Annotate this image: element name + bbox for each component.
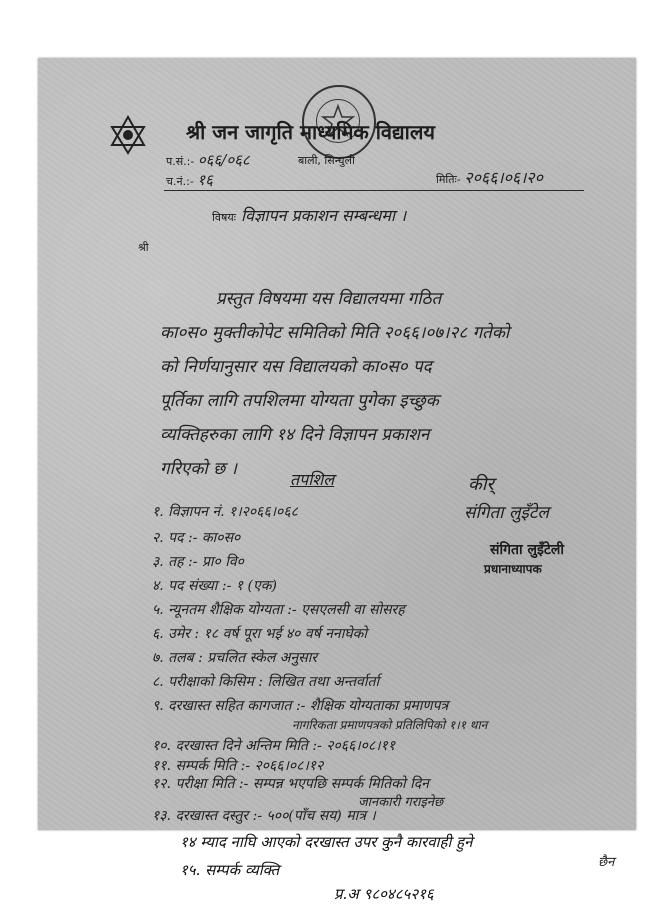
dispatch-no-value: १६: [197, 171, 213, 189]
list-item: २. पद :- का०स०: [152, 530, 241, 546]
letter-date: [436, 166, 543, 188]
body-line-5: व्यक्तिहरुका लागि १४ दिने विज्ञापन प्रकाशन: [160, 425, 430, 445]
contact-phone: प्र.अ ९८०४८५२१६: [334, 885, 434, 903]
body-line-2: का०स० मुक्तीकोपेट समितिको मिति २०६६।०७।२८ गतेको: [160, 323, 510, 343]
subject-line: [212, 204, 406, 226]
subject-value: विज्ञापन प्रकाशन सम्बन्धमा ।: [241, 206, 407, 225]
footer-line-15: १५. सम्पर्क व्यक्ति: [180, 861, 280, 879]
list-item: ६. उमेर : १८ वर्ष पूरा भई ४० वर्ष ननाघेको: [152, 626, 367, 642]
list-item: ८. परीक्षाको किसिम : लिखित तथा अन्तर्वार्ता: [152, 674, 380, 690]
body-line-6: गरिएको छ ।: [160, 459, 237, 479]
dispatch-number: [166, 170, 213, 190]
date-label: मितिः-: [436, 173, 461, 186]
list-item: १०. दरखास्त दिने अन्तिम मिति :- २०६६।०८।११: [152, 738, 396, 754]
principal-designation: प्रधानाध्यापक: [484, 562, 542, 576]
school-location: बाली, सिन्धुली: [298, 154, 355, 167]
footer-line-14-continuation: छैन: [598, 855, 615, 870]
list-item: ११. सम्पर्क मिति :- २०६६।०८।१२: [152, 758, 324, 774]
date-value: २०६६।०६।२०: [464, 168, 543, 187]
list-item-continuation: जानकारी गराइनेछ: [358, 795, 444, 810]
school-name: श्री जन जागृति माध्यमिक विद्यालय: [186, 120, 435, 144]
signature-mark: कीर्: [468, 474, 494, 495]
list-item: ७. तलब : प्रचलित स्केल अनुसार: [152, 650, 318, 666]
signed-name: संगिता लुइँटेल: [464, 503, 549, 523]
list-item: १३. दरखास्त दस्तुर :- ५००(पाँच सय) मात्र ।: [152, 808, 376, 824]
list-item: ४. पद संख्या :- १ (एक): [152, 578, 277, 594]
list-item: ९. दरखास्त सहित कागजात :- शैक्षिक योग्यताका प्रमाणपत्र: [152, 698, 449, 714]
principal-printed-name: संगिता लुइँटेली: [490, 542, 564, 558]
tapsil-heading: तपशिल: [290, 470, 335, 489]
letterhead-rule: [164, 190, 584, 191]
dispatch-no-label: च.नं.:-: [166, 175, 194, 188]
subject-label: विषयः: [212, 211, 236, 224]
salutation: श्री: [138, 241, 149, 254]
ref-no-label: प.सं.:-: [166, 155, 195, 168]
list-item: १२. परीक्षा मिति :- सम्पन्न भएपछि सम्पर्क मितिको दिन: [152, 776, 429, 792]
footer-line-14: १४ म्याद नाघि आएको दरखास्त उपर कुनै कारवाही हुने: [180, 833, 473, 851]
list-item: ३. तह :- प्रा० वि०: [152, 554, 244, 570]
ref-no-value: ०६६/०६८: [197, 151, 250, 169]
list-item: १. विज्ञापन नं. १।२०६६।०६८: [152, 504, 298, 520]
list-item-continuation: नागरिकता प्रमाणपत्रको प्रतिलिपिको १।१ थान: [292, 718, 488, 732]
list-item: ५. न्यूनतम शैक्षिक योग्यता :- एसएलसी वा सोसरह: [152, 602, 405, 618]
school-emblem-icon: [110, 115, 146, 155]
body-line-4: पूर्तिका लागि तपशिलमा योग्यता पुगेका इच्छुक: [160, 391, 439, 411]
body-line-1: प्रस्तुत विषयमा यस विद्यालयमा गठित: [216, 289, 442, 309]
reference-number: [166, 150, 250, 170]
body-line-3: को निर्णयानुसार यस विद्यालयको का०स० पद: [160, 357, 432, 377]
